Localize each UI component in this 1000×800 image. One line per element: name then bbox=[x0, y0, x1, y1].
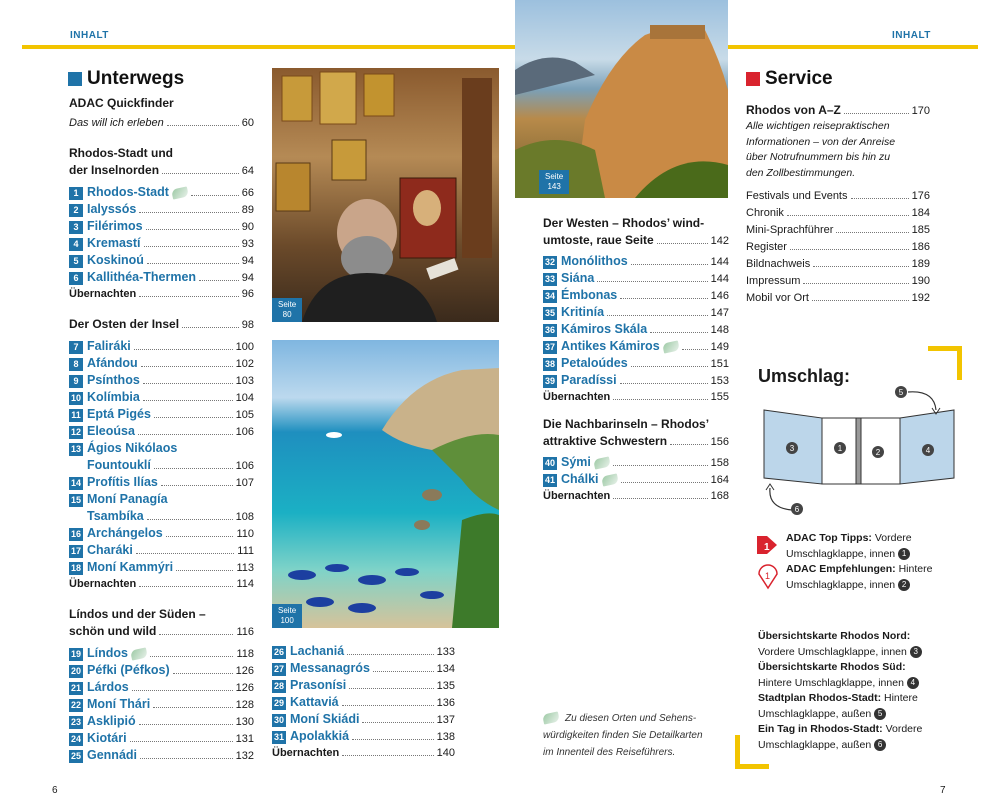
page-number-right: 7 bbox=[940, 785, 946, 796]
entry-page: 144 bbox=[710, 273, 729, 285]
entry-name: Koskinoú bbox=[87, 253, 144, 267]
entry-name: Archángelos bbox=[87, 526, 163, 540]
entry-page: 144 bbox=[710, 256, 729, 268]
service-item-page: 176 bbox=[911, 190, 930, 202]
entry-name: Lárdos bbox=[87, 680, 129, 694]
entry-page: 133 bbox=[436, 646, 455, 658]
entry-number-badge: 28 bbox=[273, 680, 284, 691]
circle-number-icon: 1 bbox=[898, 548, 910, 560]
photo-icon-painter bbox=[272, 68, 499, 322]
entry-name: Antikes Kámiros bbox=[561, 339, 660, 353]
toc-entry[interactable] bbox=[543, 270, 729, 287]
entry-number-badge: 39 bbox=[544, 375, 555, 386]
toc-entry[interactable] bbox=[69, 406, 254, 423]
cover-maps-list: Übersichtskarte Rhodos Nord: Vordere Umschlagklappe, innen 3 Übersichtskarte Rhodos Süd: Hintere Umschlagklappe, innen 4 Stadtplan Rhodos-Stadt: Hintere Umschlagklappe, außen 5 Ein Tag in Rhodos-Stadt: Vordere Umschlagklappe, außen 6 bbox=[758, 630, 923, 751]
entry-page: 158 bbox=[710, 457, 729, 469]
toc-entry[interactable] bbox=[69, 474, 254, 491]
entry-number-badge: 18 bbox=[70, 562, 81, 573]
entry-number-badge: 36 bbox=[544, 324, 555, 335]
toc-entry[interactable] bbox=[543, 471, 729, 488]
entry-page: 107 bbox=[235, 477, 254, 489]
feather-icon bbox=[171, 187, 189, 200]
entry-page: 147 bbox=[710, 307, 729, 319]
entry-number-badge: 2 bbox=[69, 204, 83, 217]
entry-name: Eptá Pigés bbox=[87, 407, 151, 421]
page-ref-badge: Seite 80 bbox=[272, 298, 302, 322]
group-title-row[interactable]: Der Osten der Insel 98 bbox=[69, 317, 254, 331]
group-title: Líndos und der Süden – bbox=[69, 607, 206, 621]
service-item-page: 190 bbox=[911, 275, 930, 287]
service-item-page: 185 bbox=[911, 224, 930, 236]
entry-name: Profítis Ilías bbox=[87, 475, 158, 489]
entry-name: Psínthos bbox=[87, 373, 140, 387]
diagram-label: 2 bbox=[875, 448, 881, 457]
service-item-name: Bildnachweis bbox=[746, 258, 811, 270]
entry-page: 94 bbox=[241, 255, 254, 267]
toc-entry[interactable] bbox=[69, 338, 254, 355]
toc-entry[interactable] bbox=[69, 542, 254, 559]
entry-number-badge: 12 bbox=[70, 426, 81, 437]
entry-name: Ialyssós bbox=[87, 202, 137, 216]
section-title-unterwegs: Unterwegs bbox=[68, 68, 184, 90]
service-az-row[interactable]: Rhodos von A–Z 170 bbox=[746, 103, 930, 117]
entry-page: 126 bbox=[235, 665, 254, 677]
circle-number-icon: 5 bbox=[874, 708, 886, 720]
cover-diagram bbox=[758, 380, 958, 520]
recommendation-icon-number: 1 bbox=[765, 571, 771, 581]
circle-number-icon: 4 bbox=[907, 677, 919, 689]
toc-entry[interactable] bbox=[69, 559, 254, 576]
entry-number-badge: 15 bbox=[70, 494, 81, 505]
entry-page: 126 bbox=[235, 682, 254, 694]
entry-number-badge: 40 bbox=[544, 457, 555, 468]
service-item-name: Impressum bbox=[746, 275, 801, 287]
entry-number-badge: 27 bbox=[273, 663, 284, 674]
top-tips-text: ADAC Top Tipps: Vordere Umschlagklappe, innen 1 bbox=[786, 532, 912, 560]
entry-page: 146 bbox=[710, 290, 729, 302]
overnight-row[interactable]: Übernachten 168 bbox=[543, 490, 729, 502]
entry-name: Lachaniá bbox=[290, 644, 345, 658]
entry-number-badge: 41 bbox=[544, 474, 555, 485]
toc-entry[interactable] bbox=[543, 287, 729, 304]
toc-entry[interactable] bbox=[272, 728, 455, 745]
feather-icon bbox=[601, 474, 619, 487]
entry-number-badge: 22 bbox=[70, 699, 81, 710]
entry-name: Asklipió bbox=[87, 714, 136, 728]
service-item-name: Chronik bbox=[746, 207, 784, 219]
entry-number-badge: 25 bbox=[70, 750, 81, 761]
entry-page: 90 bbox=[241, 221, 254, 233]
entry-page: 110 bbox=[236, 528, 254, 540]
group-title: Der Westen – Rhodos’ wind- bbox=[543, 216, 705, 230]
circle-number-icon: 3 bbox=[910, 646, 922, 658]
toc-entry[interactable] bbox=[69, 662, 254, 679]
diagram-label: 6 bbox=[794, 505, 800, 514]
service-item-name: Mini-Sprachführer bbox=[746, 224, 834, 236]
entry-number-badge: 38 bbox=[544, 358, 555, 369]
entry-number-badge: 34 bbox=[544, 290, 555, 301]
toc-entry[interactable] bbox=[272, 660, 455, 677]
entry-name: Moní Panagía bbox=[87, 492, 168, 506]
page-ref-badge: Seite 143 bbox=[539, 170, 569, 194]
toc-entry[interactable] bbox=[69, 730, 254, 747]
entry-page: 131 bbox=[235, 733, 254, 745]
toc-entry[interactable] bbox=[69, 355, 254, 372]
feather-icon bbox=[593, 457, 611, 470]
circle-number-icon: 2 bbox=[898, 579, 910, 591]
quickfinder-row[interactable]: Das will ich erleben 60 bbox=[69, 117, 254, 129]
service-list bbox=[746, 102, 930, 307]
entry-number-badge: 24 bbox=[70, 733, 81, 744]
entry-name: Kallithéa-Thermen bbox=[87, 270, 197, 284]
entry-page: 118 bbox=[236, 648, 254, 660]
entry-name: Moní Kammýri bbox=[87, 560, 174, 574]
recommendations-text: ADAC Empfehlungen: Hintere Umschlagklappe, innen 2 bbox=[786, 563, 933, 591]
entry-page: 93 bbox=[241, 238, 254, 250]
service-item[interactable] bbox=[746, 188, 930, 205]
castle-illustration bbox=[515, 0, 728, 198]
toc-entry[interactable] bbox=[543, 454, 729, 471]
feather-icon bbox=[130, 648, 148, 661]
diagram-label: 1 bbox=[837, 444, 843, 453]
entry-number-badge: 32 bbox=[544, 256, 555, 267]
entry-name: Chálki bbox=[561, 472, 599, 486]
service-item[interactable] bbox=[746, 256, 930, 273]
entry-page: 135 bbox=[436, 680, 455, 692]
entry-number-badge: 6 bbox=[69, 272, 83, 285]
entry-number-badge: 14 bbox=[70, 477, 81, 488]
entry-name: Kremastí bbox=[87, 236, 141, 250]
header-left: INHALT bbox=[70, 30, 109, 41]
overnight-row[interactable]: Übernachten 140 bbox=[272, 747, 455, 759]
entry-number-badge: 11 bbox=[69, 409, 83, 422]
service-item[interactable] bbox=[746, 239, 930, 256]
entry-page: 128 bbox=[235, 699, 254, 711]
toc-entry[interactable] bbox=[69, 269, 254, 286]
icon-painter-illustration bbox=[272, 68, 499, 322]
toc-entry[interactable] bbox=[69, 491, 254, 525]
entry-page: 132 bbox=[235, 750, 254, 762]
entry-number-badge: 26 bbox=[273, 646, 284, 657]
toc-entry[interactable] bbox=[272, 711, 455, 728]
entry-number-badge: 33 bbox=[544, 273, 555, 284]
entry-name: Filérimos bbox=[87, 219, 143, 233]
overnight-row[interactable]: Übernachten 155 bbox=[543, 391, 729, 403]
entry-page: 108 bbox=[235, 511, 254, 523]
entry-name: Moní Thári bbox=[87, 697, 151, 711]
entry-page: 104 bbox=[235, 392, 254, 404]
toc-entry[interactable] bbox=[543, 372, 729, 389]
service-item[interactable] bbox=[746, 290, 930, 307]
entry-name: Eleoúsa bbox=[87, 424, 135, 438]
toc-entry[interactable] bbox=[272, 694, 455, 711]
entry-name: Kattaviá bbox=[290, 695, 339, 709]
entry-page: 89 bbox=[241, 204, 254, 216]
entry-name: Kolímbia bbox=[87, 390, 140, 404]
entry-name: Prasonísi bbox=[290, 678, 347, 692]
entry-name: Petaloúdes bbox=[561, 356, 628, 370]
entry-number-badge: 35 bbox=[544, 307, 555, 318]
red-square-icon bbox=[746, 72, 760, 86]
toc-entry[interactable] bbox=[543, 355, 729, 372]
entry-page: 137 bbox=[436, 714, 455, 726]
header-rule-right bbox=[728, 45, 978, 49]
toc-entry[interactable] bbox=[69, 423, 254, 440]
toc-entry[interactable] bbox=[69, 184, 254, 201]
entry-page: 138 bbox=[436, 731, 455, 743]
entry-page: 148 bbox=[710, 324, 729, 336]
toc-entry[interactable] bbox=[69, 713, 254, 730]
toc-entry[interactable] bbox=[543, 304, 729, 321]
service-az-description: Alle wichtigen reisepraktischen Informationen – von der Anreise über Notrufnummern bis hin zu den Zollbestimmungen. bbox=[746, 120, 896, 179]
toc-entry[interactable] bbox=[543, 321, 729, 338]
entry-number-badge: 3 bbox=[69, 221, 83, 234]
recommendation-icon bbox=[757, 564, 779, 590]
toc-entry[interactable] bbox=[69, 645, 254, 662]
entry-name: Moní Skiádi bbox=[290, 712, 360, 726]
toc-entry[interactable] bbox=[69, 525, 254, 542]
entry-page: 106 bbox=[235, 460, 254, 472]
group-title: Die Nachbarinseln – Rhodos’ bbox=[543, 417, 710, 431]
photo-beach bbox=[272, 340, 499, 628]
blue-square-icon bbox=[68, 72, 82, 86]
toc-entry[interactable] bbox=[543, 253, 729, 270]
entry-page: 149 bbox=[710, 341, 729, 353]
entry-page: 153 bbox=[710, 375, 729, 387]
service-item-name: Register bbox=[746, 241, 787, 253]
toc-entry[interactable] bbox=[543, 338, 729, 355]
section-title-service: Service bbox=[746, 68, 833, 90]
service-item-page: 189 bbox=[911, 258, 930, 270]
service-item-name: Mobil vor Ort bbox=[746, 292, 809, 304]
header-rule-left bbox=[22, 45, 515, 49]
entry-number-badge: 13 bbox=[70, 443, 81, 454]
entry-page: 106 bbox=[235, 426, 254, 438]
feather-icon bbox=[542, 712, 560, 725]
diagram-label: 4 bbox=[925, 446, 931, 455]
entry-number-badge: 20 bbox=[70, 665, 81, 676]
group-title-row[interactable]: attraktive Schwestern 156 bbox=[543, 434, 729, 448]
entry-number-badge: 19 bbox=[70, 648, 81, 659]
service-item[interactable] bbox=[746, 205, 930, 222]
entry-name: Apolakkiá bbox=[290, 729, 350, 743]
entry-name: Gennádi bbox=[87, 748, 138, 762]
entry-page: 164 bbox=[710, 474, 729, 486]
detail-maps-note: Zu diesen Orten und Sehens- würdigkeiten finden Sie Detailkarten im Innenteil des Reiseführers. bbox=[543, 713, 703, 758]
overnight-row[interactable]: Übernachten 114 bbox=[69, 578, 254, 590]
entry-page: 94 bbox=[241, 272, 254, 284]
entry-name: Paradíssi bbox=[561, 373, 617, 387]
toc-entry[interactable] bbox=[69, 440, 254, 474]
entry-number-badge: 23 bbox=[70, 716, 81, 727]
entry-page: 134 bbox=[436, 663, 455, 675]
entry-page: 103 bbox=[235, 375, 254, 387]
entry-number-badge: 30 bbox=[273, 714, 284, 725]
entry-number-badge: 1 bbox=[69, 187, 83, 200]
toc-entry[interactable] bbox=[69, 679, 254, 696]
entry-number-badge: 37 bbox=[544, 341, 555, 352]
entry-page: 100 bbox=[235, 341, 254, 353]
feather-icon bbox=[662, 341, 680, 354]
top-tip-icon bbox=[757, 532, 779, 554]
toc-entry[interactable] bbox=[69, 696, 254, 713]
entry-page: 151 bbox=[710, 358, 729, 370]
entry-name: Rhodos-Stadt bbox=[87, 185, 169, 199]
entry-page: 111 bbox=[237, 545, 254, 557]
entry-number-badge: 17 bbox=[70, 545, 81, 556]
entry-number-badge: 9 bbox=[69, 375, 83, 388]
entry-name: Kiotári bbox=[87, 731, 127, 745]
diagram-label: 3 bbox=[789, 444, 795, 453]
entry-number-badge: 31 bbox=[273, 731, 284, 742]
entry-name: Siána bbox=[561, 271, 595, 285]
overnight-row[interactable]: Übernachten 96 bbox=[69, 288, 254, 300]
toc-entry[interactable] bbox=[272, 643, 455, 660]
service-item-page: 186 bbox=[911, 241, 930, 253]
entry-page: 102 bbox=[235, 358, 254, 370]
entry-name: Émbonas bbox=[561, 288, 618, 302]
entry-name: Péfki (Péfkos) bbox=[87, 663, 170, 677]
toc-entry[interactable] bbox=[69, 235, 254, 252]
toc-entry[interactable] bbox=[69, 201, 254, 218]
cover-title: Umschlag: bbox=[758, 366, 851, 386]
group-title: Rhodos-Stadt und bbox=[69, 146, 173, 160]
entry-page: 136 bbox=[436, 697, 455, 709]
toc-column-1 bbox=[69, 145, 254, 764]
entry-page: 66 bbox=[241, 187, 254, 199]
entry-number-badge: 21 bbox=[70, 682, 81, 693]
circle-number-icon: 6 bbox=[874, 739, 886, 751]
beach-illustration bbox=[272, 340, 499, 628]
service-item[interactable] bbox=[746, 222, 930, 239]
quickfinder-title: ADAC Quickfinder bbox=[69, 96, 174, 110]
entry-number-badge: 29 bbox=[273, 697, 284, 708]
group-title-row[interactable]: schön und wild 116 bbox=[69, 624, 254, 638]
entry-number-badge: 8 bbox=[69, 358, 83, 371]
entry-name-continued: Fountouklí bbox=[87, 458, 151, 472]
toc-entry[interactable] bbox=[272, 677, 455, 694]
toc-column-2 bbox=[272, 643, 455, 762]
service-item-name: Festivals und Events bbox=[746, 190, 848, 202]
entry-page: 130 bbox=[235, 716, 254, 728]
entry-name-continued: Tsambíka bbox=[87, 509, 144, 523]
entry-name: Líndos bbox=[87, 646, 128, 660]
header-right: INHALT bbox=[892, 30, 931, 41]
top-tip-icon-number: 1 bbox=[764, 542, 770, 553]
page-ref-badge: Seite 100 bbox=[272, 604, 302, 628]
group-title-row[interactable]: der Inselnorden 64 bbox=[69, 163, 254, 177]
entry-number-badge: 5 bbox=[69, 255, 83, 268]
toc-column-3 bbox=[543, 215, 729, 505]
service-item-page: 192 bbox=[911, 292, 930, 304]
entry-name: Faliráki bbox=[87, 339, 131, 353]
toc-entry[interactable] bbox=[69, 389, 254, 406]
service-item[interactable] bbox=[746, 273, 930, 290]
service-item-page: 184 bbox=[911, 207, 930, 219]
entry-number-badge: 7 bbox=[69, 341, 83, 354]
photo-castle bbox=[515, 0, 728, 198]
entry-name: Kámiros Skála bbox=[561, 322, 648, 336]
entry-page: 105 bbox=[235, 409, 254, 421]
entry-page: 113 bbox=[236, 562, 254, 574]
entry-number-badge: 16 bbox=[70, 528, 81, 539]
entry-number-badge: 10 bbox=[70, 392, 81, 403]
entry-name: Messanagrós bbox=[290, 661, 370, 675]
entry-name: Sými bbox=[561, 455, 591, 469]
corner-mark-top bbox=[928, 346, 962, 380]
toc-entry[interactable] bbox=[69, 218, 254, 235]
entry-number-badge: 4 bbox=[69, 238, 83, 251]
toc-entry[interactable] bbox=[69, 372, 254, 389]
group-title-row[interactable]: umtoste, raue Seite 142 bbox=[543, 233, 729, 247]
toc-entry[interactable] bbox=[69, 252, 254, 269]
page-number-left: 6 bbox=[52, 785, 58, 796]
entry-name: Afándou bbox=[87, 356, 138, 370]
entry-name: Kritinía bbox=[561, 305, 605, 319]
toc-entry[interactable] bbox=[69, 747, 254, 764]
entry-name: Ágios Nikólaos bbox=[87, 441, 178, 455]
entry-name: Monólithos bbox=[561, 254, 628, 268]
diagram-label: 5 bbox=[898, 388, 904, 397]
entry-name: Charáki bbox=[87, 543, 133, 557]
